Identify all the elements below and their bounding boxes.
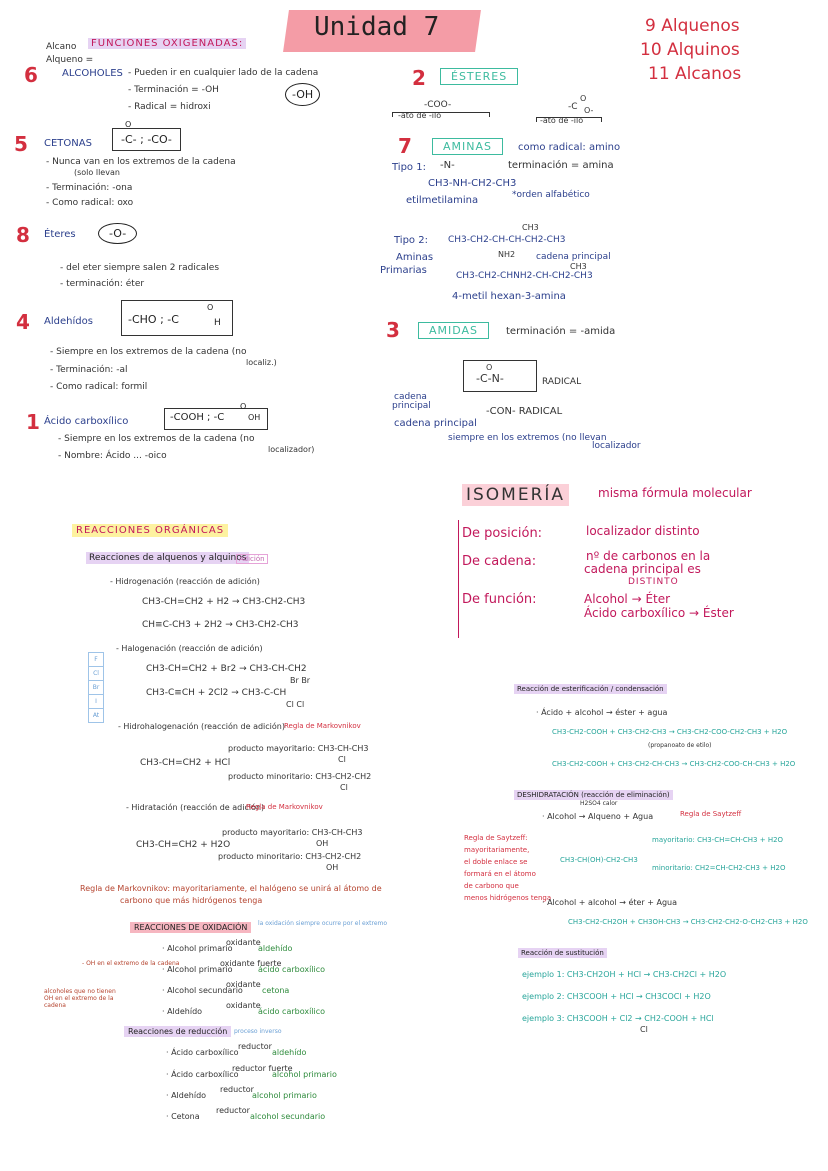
aminas-label: AMINAS (432, 138, 503, 155)
red1-product: aldehído (272, 1048, 307, 1057)
halogen-list (88, 652, 104, 723)
halogen-br: Br (89, 681, 103, 695)
oxidacion-note2: - OH en el extremo de la cadena (82, 960, 180, 967)
esterificacion-eq2: CH3-CH2-COOH + CH3-CH2-CH-CH3 → CH3-CH2-COO-CH-CH3 + H2O (552, 760, 796, 768)
oxidacion-note3: alcoholes que no tienen OH en el extremo de la cadena (44, 988, 116, 1009)
deshidratacion-l2: · Alcohol + alcohol → éter + Agua (542, 898, 678, 907)
deshidratacion-l1: · Alcohol → Alqueno + Agua (542, 812, 654, 821)
esterificacion-l1: · Ácido + alcohol → éster + agua (536, 708, 668, 717)
acido-label: Ácido carboxílico (44, 416, 129, 427)
esteres-f2a: -ato de -ilo (540, 116, 584, 125)
aldehidos-top: O (207, 303, 214, 312)
sustitucion-ex3: ejemplo 3: CH3COOH + Cl2 → CH2-COOH + HCl (522, 1014, 714, 1023)
ox1-product: aldehído (258, 944, 293, 953)
amidas-noteb: localizador (592, 441, 641, 451)
cetonas-label: CETONAS (44, 138, 92, 149)
hidrohalogenacion-mayor-b: Cl (338, 755, 346, 764)
isomeria-fun2: Alcohol → Éter (584, 592, 671, 606)
sustitucion-ex2: ejemplo 2: CH3COOH + HCl → CH3COCl + H2O (522, 992, 711, 1001)
amidas-term: terminación = -amida (506, 326, 616, 337)
halogen-f: F (89, 653, 103, 667)
acido-l1: - Siempre en los extremos de la cadena (no (58, 434, 255, 444)
amidas-cadena1: cadena (394, 392, 427, 402)
deshidratacion-title: DESHIDRATACIÓN (reacción de eliminación) (514, 790, 673, 800)
red4-agent: reductor (216, 1106, 250, 1115)
hidrohalogenacion-minor-b: Cl (340, 783, 348, 792)
reacciones-sub: Reacciones de alquenos y alquinos (86, 552, 249, 564)
hidratacion-rule: Regla de Markovnikov (246, 803, 323, 811)
cetonas-l3: - Como radical: oxo (46, 198, 134, 208)
isomeria-pos2: localizador distinto (586, 524, 700, 538)
ox4-reactant: · Aldehído (162, 1007, 203, 1016)
red3-reactant: · Aldehído (166, 1091, 207, 1100)
alcoholes-l3: - Radical = hidroxi (128, 102, 211, 112)
markovnikov-rule2: carbono que más hidrógenos tenga (120, 896, 263, 905)
amidas-formula: -C-N- (476, 372, 504, 385)
esteres-f2o2: O- (584, 106, 594, 115)
top-right-line3: 11 Alcanos (648, 64, 742, 84)
hidrogenacion: - Hidrogenación (reacción de adición) (110, 577, 260, 586)
sustitucion-title: Reacción de sustitución (518, 948, 607, 958)
aminas-tipo1-f: -N- (440, 160, 455, 171)
halogenacion-eq2b: Cl Cl (286, 700, 305, 709)
acido-l2: - Nombre: Ácido ... -oico (58, 451, 167, 461)
hidratacion-mayor-b: OH (316, 839, 329, 848)
aminas-formula1: CH3-NH-CH2-CH3 (428, 178, 517, 189)
sustitucion-ex1: ejemplo 1: CH3-CH2OH + HCl → CH3-CH2Cl + H2O (522, 970, 727, 979)
top-right-line2: 10 Alquinos (640, 40, 740, 60)
hidratacion-mayor: producto mayoritario: CH3-CH-CH3 (222, 828, 363, 837)
ox3-agent: oxidante (226, 980, 261, 989)
esteres-number: 2 (412, 66, 426, 90)
aldehidos-l1b: localiz.) (246, 358, 277, 367)
cetonas-l1b: (solo llevan (74, 168, 120, 177)
esteres-f1a: -ato de -ilo (398, 111, 442, 120)
esteres-f2o1: O (580, 94, 587, 103)
aminas-number: 7 (398, 134, 412, 158)
red1-reactant: · Ácido carboxílico (166, 1048, 239, 1057)
intro-alqueno: Alqueno = (46, 55, 94, 65)
amidas-cadena1b: principal (392, 401, 431, 411)
hidratacion-minor: producto minoritario: CH3-CH2-CH2 (218, 852, 362, 861)
isomeria-cad4: DISTINTO (628, 577, 679, 587)
deshidratacion-mayor: mayoritario: CH3-CH=CH-CH3 + H2O (652, 836, 784, 844)
oxidacion-title: REACCIONES DE OXIDACIÓN (130, 922, 251, 933)
oxidacion-note: la oxidación siempre ocurre por el extremo (258, 920, 388, 927)
isomeria-fun1: De función: (462, 592, 537, 607)
deshidratacion-eq: CH3-CH(OH)-CH2-CH3 (560, 856, 638, 864)
aminas-formula2-top: CH3 (522, 223, 539, 232)
amidas-radical1: RADICAL (542, 377, 582, 387)
eteres-l1: - del eter siempre salen 2 radicales (60, 263, 220, 273)
isomeria-cad2: nº de carbonos en la (586, 549, 711, 563)
deshidratacion-eq2: CH3-CH2-CH2OH + CH3OH-CH3 → CH3-CH2-CH2-O-CH2-CH3 + H2O (568, 918, 808, 926)
isomeria-cad1: De cadena: (462, 554, 537, 569)
aminas-radical: como radical: amino (518, 142, 621, 153)
intro-alcano: Alcano (46, 42, 77, 52)
hidratacion-eq: CH3-CH=CH2 + H2O (136, 840, 231, 850)
aminas-formula3-top: CH3 (570, 262, 587, 271)
reduccion-title: Reacciones de reducción (124, 1026, 231, 1037)
halogenacion-eq1b: Br Br (290, 676, 311, 685)
aldehidos-label: Aldehídos (44, 316, 93, 327)
isomeria-cad3: cadena principal es (584, 562, 701, 576)
hidrohalogenacion-eq: CH3-CH=CH2 + HCl (140, 758, 231, 768)
reduccion-tag: proceso inverso (234, 1028, 282, 1035)
esteres-f1: -COO- (424, 100, 452, 110)
ox2-product: ácido carboxílico (258, 965, 326, 974)
alcoholes-l1: - Pueden ir en cualquier lado de la cadena (128, 68, 319, 78)
esterificacion-eq1-name: (propanoato de etilo) (648, 742, 712, 749)
cetonas-l2: - Terminación: -ona (46, 183, 133, 193)
aminas-tipo1: Tipo 1: (392, 162, 426, 173)
red2-agent: reductor fuerte (232, 1064, 293, 1073)
saytzeff-3: el doble enlace se (464, 858, 528, 866)
amidas-note: siempre en los extremos (no llevan (448, 433, 607, 443)
aminas-formula2: CH3-CH2-CH-CH-CH2-CH3 (448, 235, 566, 245)
esteres-f2: -C (568, 102, 578, 112)
ox1-agent: oxidante (226, 938, 261, 947)
aminas-formula2-sub: NH2 (498, 250, 516, 259)
intro-funciones: FUNCIONES OXIGENADAS: (88, 38, 246, 49)
red2-product: alcohol primario (272, 1070, 337, 1079)
alcoholes-badge: -OH (285, 83, 320, 106)
isomeria-fun3: Ácido carboxílico → Éster (584, 606, 734, 620)
ox4-product: ácido carboxílico (258, 1007, 326, 1016)
esterificacion-eq1: CH3-CH2-COOH + CH3-CH2-CH3 → CH3-CH2-COO-CH2-CH3 + H2O (552, 728, 788, 736)
red3-product: alcohol primario (252, 1091, 317, 1100)
cetonas-l1: - Nunca van en los extremos de la cadena (46, 157, 236, 167)
halogen-at: At (92, 712, 100, 719)
esterificacion-title: Reacción de esterificación / condensación (514, 684, 667, 694)
hidrohalogenacion-mayor: producto mayoritario: CH3-CH-CH3 (228, 744, 369, 753)
aminas-formula3: CH3-CH2-CHNH2-CH-CH2-CH3 (456, 271, 593, 281)
acido-formula: -COOH ; -C (170, 412, 225, 423)
hidratacion: - Hidratación (reacción de adición) (126, 803, 265, 812)
aminas-order: *orden alfabético (512, 190, 590, 200)
aldehidos-l2: - Terminación: -al (50, 365, 128, 375)
hidrohalogenacion-rule: Regla de Markovnikov (284, 722, 361, 730)
sustitucion-ex3b: Cl (640, 1025, 648, 1034)
ox2-agent: oxidante fuerte (220, 959, 282, 968)
amidas-cadena2: cadena principal (394, 418, 477, 429)
eteres-l2: - terminación: éter (60, 279, 145, 289)
acido-number: 1 (26, 410, 40, 434)
aldehidos-formula: -CHO ; -C (128, 313, 179, 326)
ox3-reactant: · Alcohol secundario (162, 986, 243, 995)
amidas-label: AMIDAS (418, 322, 489, 339)
aminas-name2: 4-metil hexan-3-amina (452, 291, 566, 302)
reacciones-title: REACCIONES ORGÁNICAS (72, 524, 228, 537)
aminas-tipo2: Tipo 2: (394, 235, 428, 246)
hidrogenacion-eq1: CH3-CH=CH2 + H2 → CH3-CH2-CH3 (142, 597, 306, 607)
red4-reactant: · Cetona (166, 1112, 200, 1121)
aldehidos-sub: H (214, 318, 221, 328)
alcoholes-number: 6 (24, 63, 38, 87)
saytzeff-5: de carbono que (464, 882, 519, 890)
halogen-cl: Cl (89, 667, 103, 681)
ox2-reactant: · Alcohol primario (162, 965, 233, 974)
amidas-number: 3 (386, 318, 400, 342)
ox3-product: cetona (262, 986, 290, 995)
amidas-top: O (486, 363, 493, 372)
ox1-reactant: · Alcohol primario (162, 944, 233, 953)
saytzeff-4: formará en el átomo (464, 870, 536, 878)
aminas-cadena: cadena principal (536, 252, 611, 262)
aldehidos-number: 4 (16, 310, 30, 334)
aldehidos-l3: - Como radical: formil (50, 382, 148, 392)
aminas-primarias1: Aminas (396, 252, 434, 263)
halogenacion: - Halogenación (reacción de adición) (116, 644, 263, 653)
isomeria-pos1: De posición: (462, 526, 543, 541)
cetonas-formula: -C- ; -CO- (112, 128, 181, 151)
red2-reactant: · Ácido carboxílico (166, 1070, 239, 1079)
hidratacion-minor-b: OH (326, 863, 339, 872)
halogen-i: I (89, 695, 103, 709)
alcoholes-l2: - Terminación = -OH (128, 85, 219, 95)
eteres-number: 8 (16, 223, 30, 247)
ox4-agent: oxidante (226, 1001, 261, 1010)
aminas-primarias2: Primarias (380, 265, 427, 276)
red3-agent: reductor (220, 1085, 254, 1094)
hidrohalogenacion: - Hidrohalogenación (reacción de adición) (118, 722, 285, 731)
esteres-label: ÉSTERES (440, 68, 518, 85)
amidas-con: -CON- RADICAL (486, 406, 563, 417)
deshidratacion-cond: H2SO4 calor (580, 800, 618, 807)
isomeria-bracket (458, 520, 459, 638)
eteres-label: Éteres (44, 229, 76, 240)
aldehidos-l1: - Siempre en los extremos de la cadena (no (50, 347, 247, 357)
alcoholes-label: ALCOHOLES (62, 68, 123, 79)
markovnikov-rule: Regla de Markovnikov: mayoritariamente, el halógeno se unirá al átomo de (80, 884, 382, 893)
saytzeff-1: Regla de Saytzeff: (464, 834, 528, 842)
top-right-line1: 9 Alquenos (645, 16, 740, 36)
acido-l1b: localizador) (268, 445, 315, 454)
cetonas-top: O (125, 120, 132, 129)
red4-product: alcohol secundario (250, 1112, 326, 1121)
acido-top: O (240, 402, 247, 411)
halogenacion-eq1: CH3-CH=CH2 + Br2 → CH3-CH-CH2 (146, 664, 307, 674)
deshidratacion-minor: minoritario: CH2=CH-CH2-CH3 + H2O (652, 864, 786, 872)
hidrohalogenacion-minor: producto minoritario: CH3-CH2-CH2 (228, 772, 372, 781)
aminas-name1: etilmetilamina (406, 195, 479, 206)
red1-agent: reductor (238, 1042, 272, 1051)
deshidratacion-rule: Regla de Saytzeff (680, 810, 742, 818)
isomeria-title: ISOMERÍA (462, 484, 569, 506)
aminas-tipo1-term: terminación = amina (508, 160, 614, 171)
isomeria-subtitle: misma fórmula molecular (598, 486, 752, 500)
reacciones-sub-tag: Adición (236, 554, 268, 564)
acido-sub: OH (248, 413, 261, 422)
cetonas-number: 5 (14, 132, 28, 156)
halogenacion-eq2: CH3-C≡CH + 2Cl2 → CH3-C-CH (146, 688, 287, 698)
hidrogenacion-eq2: CH≡C-CH3 + 2H2 → CH3-CH2-CH3 (142, 620, 299, 630)
saytzeff-2: mayoritariamente, (464, 846, 530, 854)
saytzeff-6: menos hidrógenos tenga (464, 894, 552, 902)
page-title: Unidad 7 (314, 12, 440, 42)
eteres-badge: -O- (98, 223, 137, 244)
